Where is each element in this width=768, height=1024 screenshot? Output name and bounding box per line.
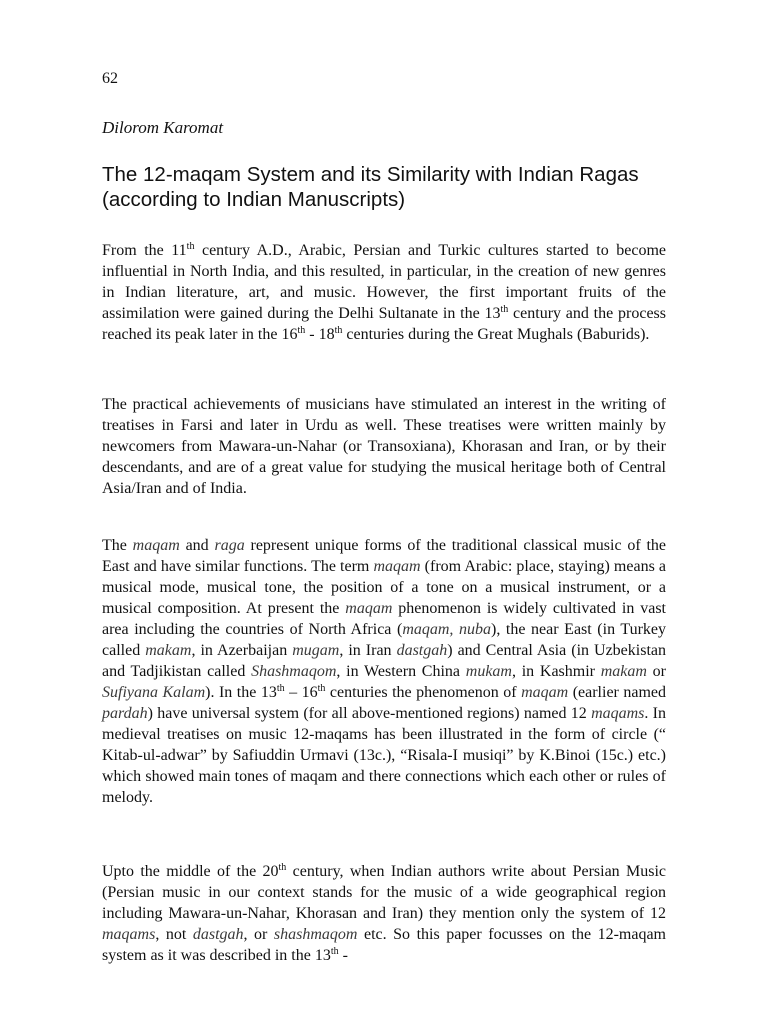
italic-term: Shashmaqom bbox=[251, 663, 337, 680]
body-paragraph-2 bbox=[102, 394, 666, 499]
italic-term: maqam, nuba bbox=[402, 621, 492, 638]
italic-term: maqams bbox=[102, 926, 156, 943]
body-paragraph-3 bbox=[102, 535, 666, 808]
italic-term: makam bbox=[145, 642, 192, 659]
text-run: The practical achievements of musicians have stimulated an interest in the writing of treatises in Farsi and later in Urdu as well. These treatises were written mainly by newcomers from Mawara-un-Nahar (or Transoxiana), Khorasan and Iran, or by their descendants, and are of a great value for studying the musical heritage both of Central Asia/Iran and of India. bbox=[102, 396, 666, 497]
text-run: The bbox=[102, 537, 133, 554]
text-run: century and the process reached its peak later in the 16 bbox=[102, 305, 666, 343]
text-run: , or bbox=[243, 926, 274, 943]
italic-term: maqam bbox=[521, 684, 569, 701]
italic-term: shashmaqom bbox=[273, 926, 358, 943]
text-run: ) and Central Asia (in Uzbekistan and Tadjikistan called bbox=[102, 642, 667, 680]
text-run: phenomenon is widely cultivated in vast area including the countries of North Africa ( bbox=[102, 600, 666, 638]
text-run: (from Arabic: place, staying) means a musical mode, musical tone, the position of a tone on a musical instrument, or a musical composition. At present the bbox=[102, 558, 666, 617]
author-name: Dilorom Karomat bbox=[102, 118, 224, 137]
text-run: Upto the middle of the 20 bbox=[102, 863, 279, 880]
ordinal-superscript: th bbox=[186, 241, 195, 252]
italic-term: maqam bbox=[345, 600, 393, 617]
text-run: ) have universal system (for all above-mentioned regions) named 12 bbox=[147, 705, 592, 722]
italic-term: maqams bbox=[591, 705, 645, 722]
ordinal-superscript: th bbox=[278, 862, 287, 873]
italic-term: pardah bbox=[102, 705, 148, 722]
italic-term: Sufiyana Kalam bbox=[102, 684, 206, 701]
text-run: or bbox=[646, 663, 667, 680]
italic-term: raga bbox=[214, 537, 245, 554]
text-run: (earlier named bbox=[568, 684, 667, 701]
text-run: centuries during the Great Mughals (Baburids). bbox=[342, 326, 650, 343]
body-paragraph-4 bbox=[102, 861, 666, 966]
text-run: , in Iran bbox=[339, 642, 397, 659]
text-run: etc. So this paper focusses on the 12-maqam system as it was described in the 13 bbox=[102, 926, 667, 964]
italic-term: makam bbox=[600, 663, 647, 680]
text-run: , not bbox=[155, 926, 193, 943]
document-page bbox=[102, 0, 666, 1024]
italic-term: dastgah bbox=[192, 926, 244, 943]
text-run: century A.D., Arabic, Persian and Turkic cultures started to become influential in North India, and this resulted, in particular, in the creation of new genres in Indian literature, art, and music. However, the first important fruits of the assimilation were gained during the Delhi Sultanate in the 13 bbox=[102, 242, 667, 322]
text-run: . In medieval treatises on music 12-maqams has been illustrated in the form of circle (“ Kitab-ul-adwar” by Safiuddin Urmavi (13c.), “Risala-I musiqi” by K.Binoi (15c.) etc.) which showed main tones of maqam and there connections which each other or rules of melody. bbox=[102, 705, 667, 806]
italic-term: maqam bbox=[132, 537, 180, 554]
text-run: represent unique forms of the traditional classical music of the East and have similar functions. The term bbox=[102, 537, 667, 575]
text-run: - 18 bbox=[305, 326, 335, 343]
page-number: 62 bbox=[102, 70, 118, 87]
italic-term: maqam bbox=[373, 558, 421, 575]
ordinal-superscript: th bbox=[276, 683, 285, 694]
text-run: – 16 bbox=[284, 684, 318, 701]
ordinal-superscript: th bbox=[317, 683, 326, 694]
text-run: , in Kashmir bbox=[511, 663, 601, 680]
ordinal-superscript: th bbox=[330, 946, 339, 957]
text-run: - bbox=[338, 947, 348, 964]
text-run: centuries the phenomenon of bbox=[325, 684, 522, 701]
text-run: , in Western China bbox=[336, 663, 466, 680]
italic-term: dastgah bbox=[396, 642, 448, 659]
italic-term: mugam bbox=[292, 642, 340, 659]
text-run: , in Azerbaijan bbox=[191, 642, 293, 659]
italic-term: mukam bbox=[465, 663, 512, 680]
body-paragraph-1 bbox=[102, 240, 666, 345]
ordinal-superscript: th bbox=[334, 325, 343, 336]
ordinal-superscript: th bbox=[297, 325, 306, 336]
text-run: ). In the 13 bbox=[205, 684, 277, 701]
text-run: From the 11 bbox=[102, 242, 187, 259]
article-title: The 12-maqam System and its Similarity with Indian Ragas (according to Indian Manuscripts) bbox=[102, 163, 639, 211]
ordinal-superscript: th bbox=[500, 304, 509, 315]
text-run: ), the near East (in Turkey called bbox=[102, 621, 667, 659]
text-run: and bbox=[179, 537, 215, 554]
text-run: century, when Indian authors write about Persian Music (Persian music in our context stands for the music of a wide geographical region including Mawara-un-Nahar, Khorasan and Iran) they mention only the system of 12 bbox=[102, 863, 666, 922]
